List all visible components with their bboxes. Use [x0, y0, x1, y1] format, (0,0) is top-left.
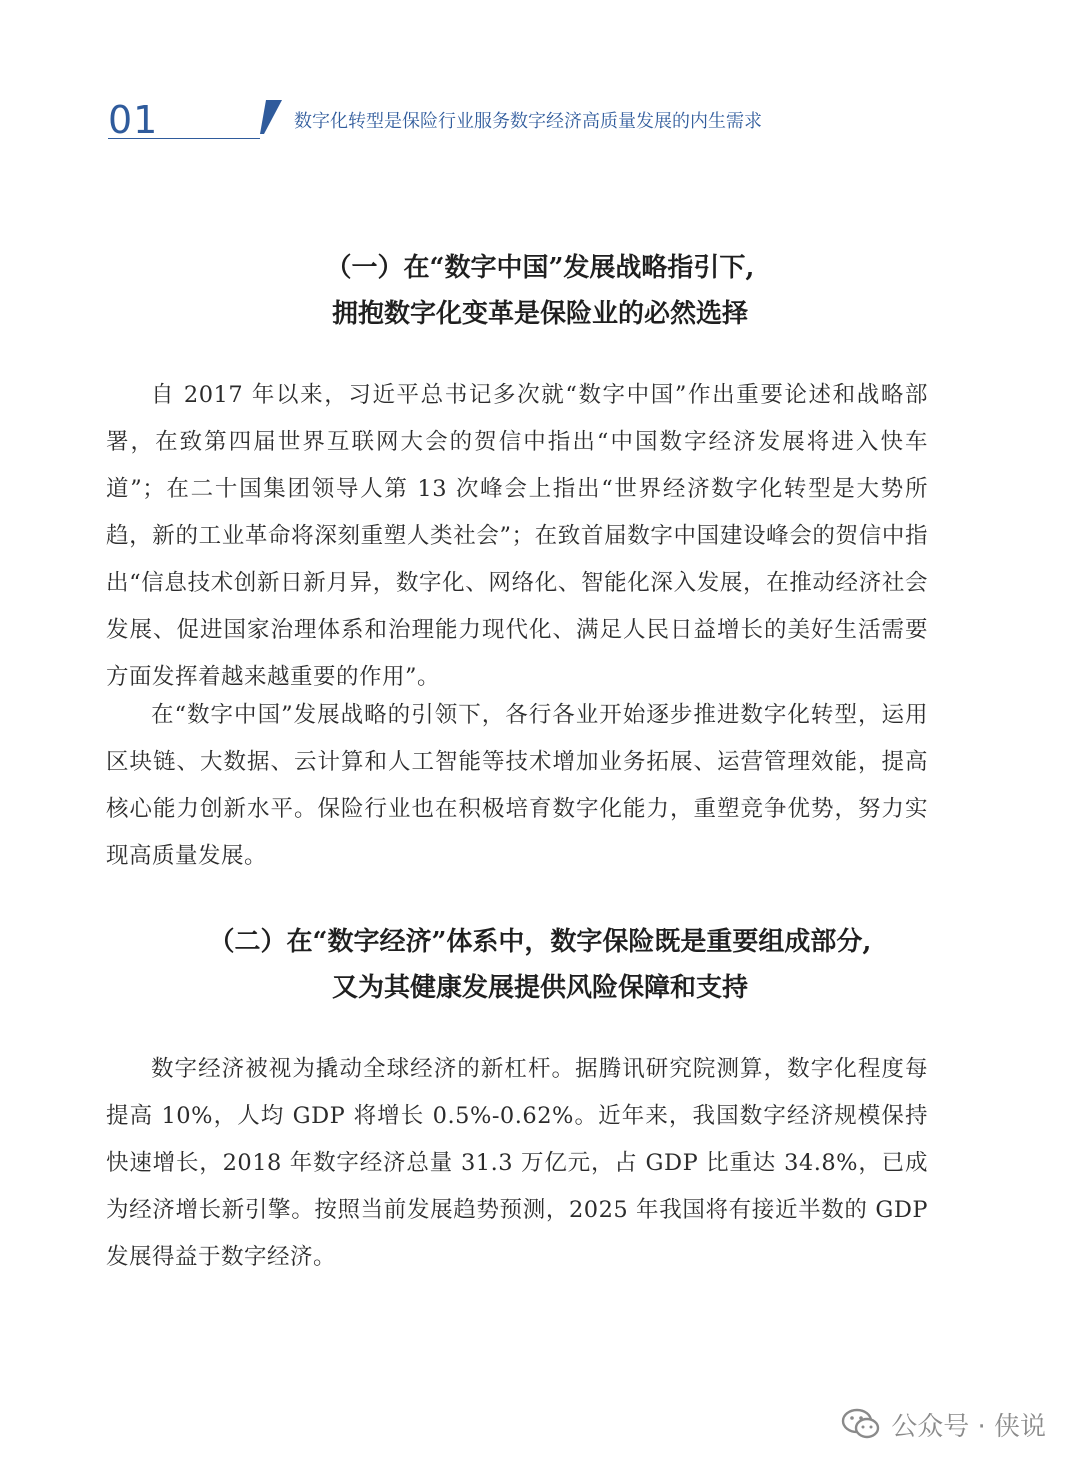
- section-2-paragraph-1: 数字经济被视为撬动全球经济的新杠杆。据腾讯研究院测算，数字化程度每提高 10%，人均 GDP 将增长 0.5%-0.62%。近年来，我国数字经济规模保持快速增长，2018 年数字经济总量 31.3 万亿元，占 GDP 比重达 34.8%，已成为经济增长新引擎。按照当前发展趋势预测，2025 年我国将有接近半数的 GDP 发展得益于数字经济。: [106, 1056, 928, 1270]
- chapter-number: 01: [108, 98, 159, 142]
- chapter-slash-icon: [258, 98, 288, 142]
- wechat-icon: [841, 1407, 881, 1441]
- section-2-heading-line1: （二）在“数字经济”体系中，数字保险既是重要组成部分,: [208, 927, 872, 957]
- section-1-heading-line2: 拥抱数字化变革是保险业的必然选择: [331, 299, 748, 329]
- chapter-rule: [108, 138, 260, 139]
- watermark: [841, 1400, 1046, 1448]
- section-1-paragraph-1: 自 2017 年以来，习近平总书记多次就“数字中国”作出重要论述和战略部署，在致第四届世界互联网大会的贺信中指出“中国数字经济发展将进入快车道”；在二十国集团领导人第 13 次峰会上指出“世界经济数字化转型是大势所趋，新的工业革命将深刻重塑人类社会”；在致首届数字中国建设峰会的贺信中指出“信息技术创新日新月异，数字化、网络化、智能化深入发展，在推动经济社会发展、促进国家治理体系和治理能力现代化、满足人民日益增长的美好生活需要方面发挥着越来越重要的作用”。: [106, 382, 928, 690]
- section-2-heading-line2: 又为其健康发展提供风险保障和支持: [331, 973, 748, 1003]
- chapter-header: [108, 98, 762, 148]
- chapter-title: 数字化转型是保险行业服务数字经济高质量发展的内生需求: [294, 111, 762, 132]
- section-1-heading-line1: （一）在“数字中国”发展战略指引下,: [325, 253, 755, 283]
- section-1-paragraph-2: 在“数字中国”发展战略的引领下，各行各业开始逐步推进数字化转型，运用区块链、大数据、云计算和人工智能等技术增加业务拓展、运营管理效能，提高核心能力创新水平。保险行业也在积极培育数字化能力，重塑竞争优势，努力实现高质量发展。: [106, 702, 928, 869]
- watermark-text: 公众号 · 侠说: [891, 1411, 1046, 1442]
